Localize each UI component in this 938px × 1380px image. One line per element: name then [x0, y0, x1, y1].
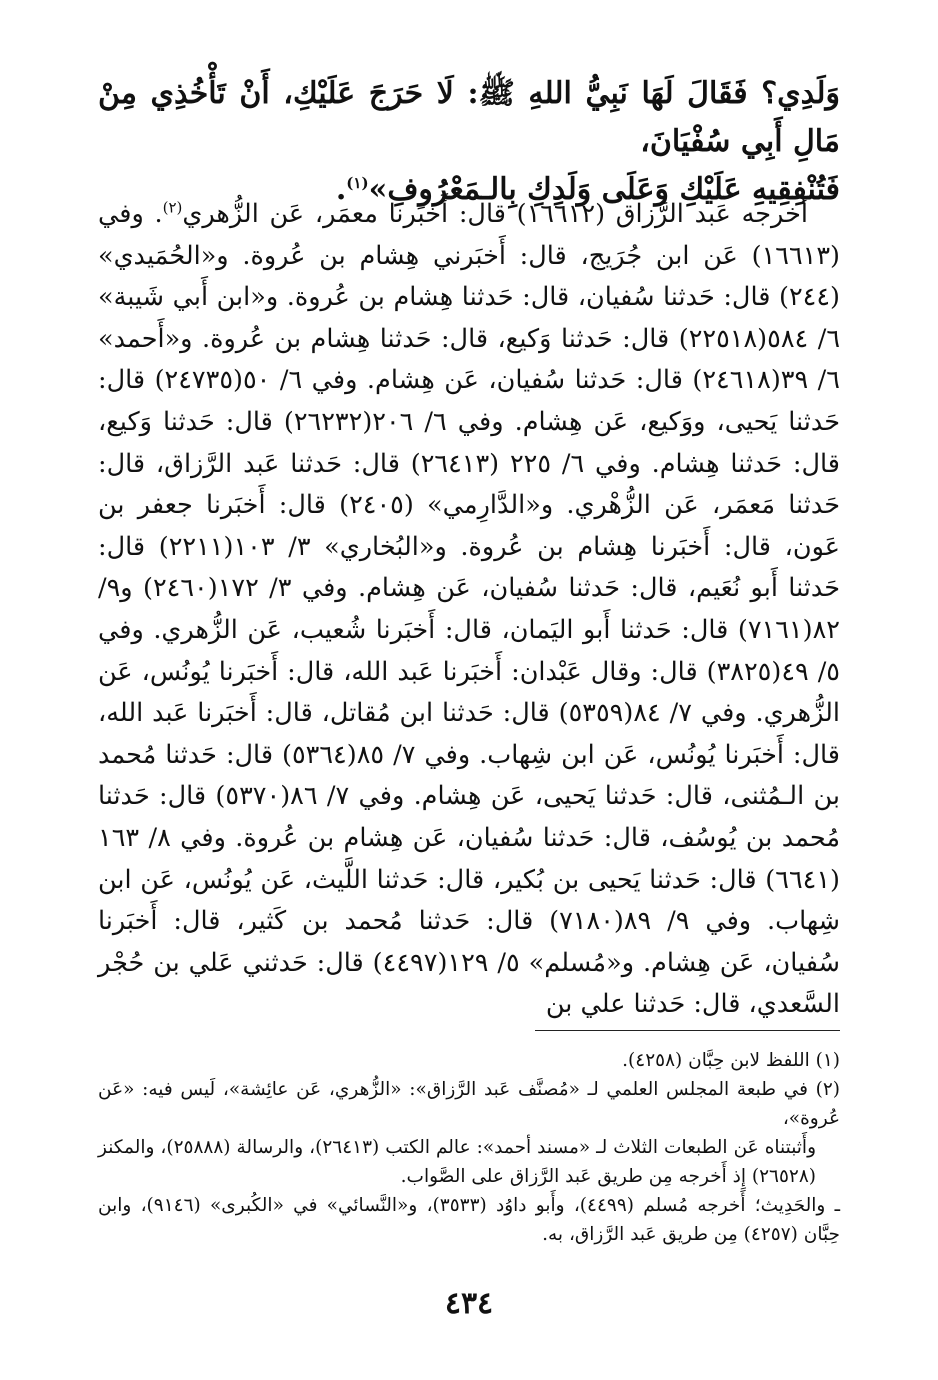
takhrij-paragraph	[98, 194, 840, 1026]
footnote-2-line-2: وأَثبتناه عَن الطبعات الثلاث لـ «مسند أحمد»: عالم الكتب (٢٦٤١٣)، والرسالة (٢٥٨٨٨)، والمكنز (٢٦٥٢٨) إِذ أَخرجه مِن طريق عَبد الرَّزاق على الصَّواب.	[98, 1137, 816, 1187]
page-number: ٤٣٤	[444, 1286, 494, 1321]
footnote-3: ـ والحَدِيث؛ أَخرجه مُسلم (٤٤٩٩)، وأَبو داوُد (٣٥٣٣)، و«النَّسائي» في «الكُبرى» (٩١٤٦)، وابن حِبَّان (٤٢٥٧) مِن طريق عَبد الرَّزاق، به.	[98, 1195, 840, 1245]
hadith-line-2-text: فَتُنْفِقِيهِ عَلَيْكِ وَعَلَى وَلَدِكِ بِالـمَعْرُوفِ»	[368, 172, 840, 207]
takhrij-part-1: أخرجه عَبد الرَّزاق (١٦٦١٢) قال: أَخبَرنا معمَر، عَن الزُّهري	[182, 199, 808, 229]
hadith-line-1: وَلَدِي؟ فَقَالَ لَهَا نَبِيُّ اللهِ ﷺ: لَا حَرَجَ عَلَيْكِ، أَنْ تَأْخُذِي مِنْ مَالِ أَبِي سُفْيَانَ،	[98, 76, 840, 159]
hadith-line-2: فَتُنْفِقِيهِ عَلَيْكِ وَعَلَى وَلَدِكِ بِالـمَعْرُوفِ»$^{(١)}$.	[335, 172, 840, 207]
footnotes	[98, 1046, 840, 1249]
footnote-2-line-1: (٢) في طبعة المجلس العلمي لـ «مُصنَّف عَبد الرَّزاق»: «الزُّهري، عَن عائِشة»، لَيس فيه: «عَن عُروة»،	[98, 1079, 840, 1129]
footnote-1: (١) اللفظ لابن حِبَّان (٤٢٥٨).	[622, 1050, 840, 1071]
takhrij-part-2: . وفي (١٦٦١٣) عَن ابن جُرَيج، قال: أَخبَرني هِشام بن عُروة. و«الحُمَيدي» (٢٤٤) قال: حَدثنا سُفيان، قال: حَدثنا هِشام بن عُروة. و«ابن أَبي شَيبة» ٦/ ٥٨٤(٢٢٥١٨) قال: حَدثنا وَكيع، قال: حَدثنا هِشام بن عُروة. و«أَحمد» ٦/ ٣٩(٢٤٦١٨) قال: حَدثنا سُفيان، عَن هِشام. وفي ٦/ ٥٠(٢٤٧٣٥) قال: حَدثنا يَحيى، ووَكيع، عَن هِشام. وفي ٦/ ٢٠٦(٢٦٢٣٢) قال: حَدثنا وَكيع، قال: حَدثنا هِشام. وفي ٦/ ٢٢٥ (٢٦٤١٣) قال: حَدثنا عَبد الرَّزاق، قال: حَدثنا مَعمَر، عَن الزُّهْري. و«الدَّارِمي» (٢٤٠٥) قال: أَخبَرنا جعفر بن عَون، قال: أَخبَرنا هِشام بن عُروة. و«البُخاري» ٣/ ١٠٣(٢٢١١) قال: حَدثنا أَبو نُعَيم، قال: حَدثنا سُفيان، عَن هِشام. وفي ٣/ ١٧٢(٢٤٦٠) و٩/ ٨٢(٧١٦١) قال: حَدثنا أَبو اليَمان، قال: أَخبَرنا شُعيب، عَن الزُّهري. وفي ٥/ ٤٩(٣٨٢٥) قال: وقال عَبْدان: أَخبَرنا عَبد الله، قال: أَخبَرنا يُونُس، عَن الزُّهري. وفي ٧/ ٨٤(٥٣٥٩) قال: حَدثنا ابن مُقاتل، قال: أَخبَرنا عَبد الله، قال: أَخبَرنا يُونُس، عَن ابن شِهاب. وفي ٧/ ٨٥(٥٣٦٤) قال: حَدثنا مُحمد بن الـمُثنى، قال: حَدثنا يَحيى، عَن هِشام. وفي ٧/ ٨٦(٥٣٧٠) قال: حَدثنا مُحمد بن يُوسُف، قال: حَدثنا سُفيان، عَن هِشام بن عُروة. وفي ٨/ ١٦٣ (٦٦٤١) قال: حَدثنا يَحيى بن بُكير، قال: حَدثنا اللَّيث، عَن يُونُس، عَن ابن شِهاب. وفي ٩/ ٨٩(٧١٨٠) قال: حَدثنا مُحمد بن كَثير، قال: أَخبَرنا سُفيان، عَن هِشام. و«مُسلم» ٥/ ١٢٩(٤٤٩٧) قال: حَدثني عَلي بن حُجْر السَّعدي، قال: حَدثنا علي بن	[98, 199, 841, 1020]
footnote-divider	[535, 1030, 840, 1031]
footnote-ref-1: (١)	[346, 174, 369, 192]
footnote-ref-2: (٢)	[162, 198, 183, 217]
hadith-text	[98, 70, 840, 214]
